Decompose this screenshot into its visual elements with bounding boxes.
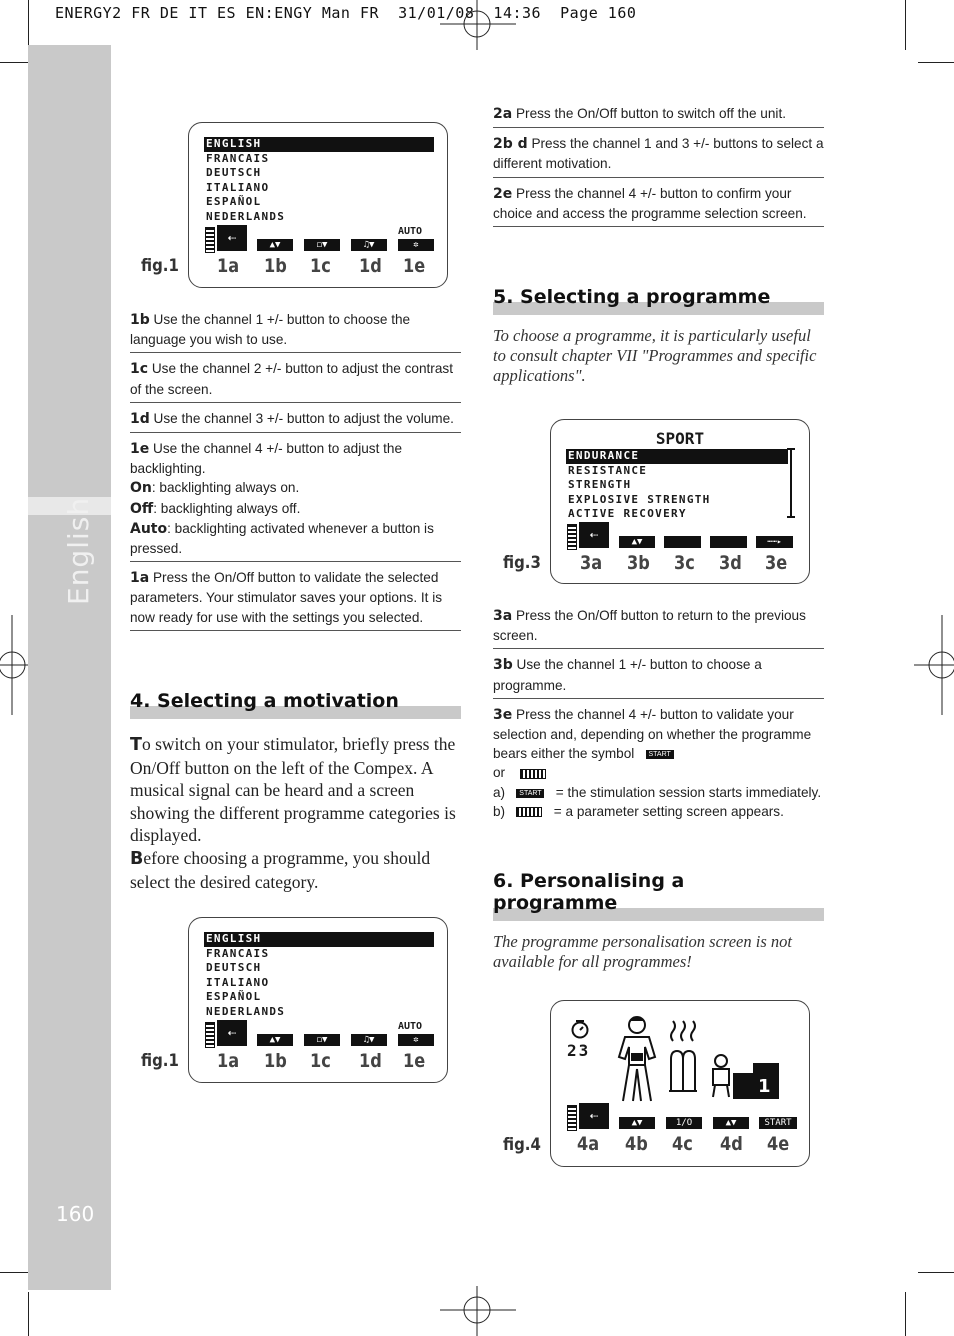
- right-items: [493, 104, 824, 227]
- lcd-screen-fig1: [188, 122, 448, 288]
- category-title: SPORT: [655, 429, 705, 448]
- up-down-icon: ▲▼: [257, 239, 293, 251]
- section-5-title: 5. Selecting a programme: [493, 286, 771, 308]
- menu-item-selected[interactable]: ENGLISH: [204, 932, 434, 947]
- contrast-icon: ◻▼: [304, 1034, 340, 1046]
- key-label: 1e: [403, 1050, 426, 1072]
- menu-item[interactable]: RESISTANCE: [568, 463, 648, 477]
- crop-mark: [0, 1272, 28, 1273]
- crop-mark: [28, 0, 29, 45]
- up-down-icon: ▲▼: [619, 536, 655, 548]
- key-label: 4c: [672, 1133, 693, 1155]
- scrollbar-cap: [787, 516, 795, 518]
- key-label: 1b: [264, 1050, 287, 1072]
- registration-mark-right: [914, 615, 954, 715]
- item-2e: 2e Press the channel 4 +/- button to confirm your choice and access the programme selection screen.: [493, 178, 824, 227]
- back-arrow-icon: ⇠: [579, 522, 609, 548]
- up-down-icon: ▲▼: [257, 1034, 293, 1046]
- crop-mark: [905, 1292, 906, 1336]
- blank-key-icon: [664, 536, 701, 548]
- section-6-title: 6. Personalising a programme: [493, 870, 685, 914]
- contrast-icon: ◻▼: [304, 239, 340, 251]
- menu-item-selected[interactable]: ENDURANCE: [566, 449, 788, 464]
- item-2a: 2a Press the On/Off button to switch off the unit.: [493, 104, 824, 128]
- fig1-label: fig.1: [141, 256, 179, 276]
- lcd-screen-fig4: [550, 1000, 810, 1167]
- item-1c: 1c Use the channel 2 +/- button to adjust the contrast of the screen.: [130, 353, 461, 402]
- language-menu: [204, 932, 434, 1019]
- fig3-label: fig.3: [503, 553, 541, 573]
- dotted-arrow-icon: [520, 769, 546, 779]
- sidebar-band: [28, 45, 111, 1290]
- key-label: 1c: [310, 1050, 331, 1072]
- back-arrow-icon: ⇠: [217, 225, 247, 251]
- section-6-intro: The programme personalisation screen is not available for all programmes!: [493, 932, 792, 971]
- key-label: 3a: [580, 552, 603, 574]
- item-1d: 1d Use the channel 3 +/- button to adjust the volume.: [130, 403, 461, 433]
- key-label: 1e: [403, 255, 426, 277]
- key-label: 1b: [264, 255, 287, 277]
- key-label: 1a: [217, 255, 240, 277]
- menu-item[interactable]: DEUTSCH: [206, 166, 262, 179]
- crop-mark: [28, 1292, 29, 1336]
- menu-item[interactable]: NEDERLANDS: [206, 1004, 286, 1018]
- back-arrow-icon: ⇠: [217, 1020, 247, 1046]
- menu-item-selected[interactable]: ENGLISH: [204, 137, 434, 152]
- key-label: 3e: [765, 552, 788, 574]
- item-1a: 1a Press the On/Off button to validate the selected parameters. Your stimulator saves your options. It is now ready for use with the settings you selected.: [130, 562, 461, 631]
- key-label: 1d: [359, 1050, 382, 1072]
- backlight-icon: ✲: [398, 1034, 434, 1046]
- item-1e: 1e Use the channel 4 +/- button to adjust the backlighting. On: backlighting always on. Off: backlighting always off. Auto: backlighting activated whenever a button is pressed.: [130, 433, 461, 562]
- stopwatch-icon: [569, 1019, 591, 1039]
- level-value: 1: [758, 1076, 771, 1097]
- key-label: 1c: [310, 255, 331, 277]
- key-label: 3c: [674, 552, 695, 574]
- page-number: 160: [56, 1202, 95, 1226]
- dotted-arrow-icon: ┅┅▸: [756, 536, 793, 548]
- item-1b: 1b Use the channel 1 +/- button to choose the language you wish to use.: [130, 310, 461, 353]
- registration-mark-bottom: [440, 1282, 516, 1336]
- menu-item[interactable]: STRENGTH: [568, 478, 632, 491]
- menu-item[interactable]: ESPAÑOL: [206, 990, 262, 1003]
- fig4-label: fig.4: [503, 1135, 541, 1155]
- key-label: 3d: [719, 552, 742, 574]
- key-label: 4d: [720, 1133, 743, 1155]
- battery-icon: [205, 1022, 215, 1048]
- crop-mark: [918, 62, 954, 63]
- item-2bd: 2b d Press the channel 1 and 3 +/- buttons to select a different motivation.: [493, 128, 824, 177]
- start-symbol-icon: START: [646, 750, 674, 759]
- auto-label: AUTO: [398, 1021, 423, 1032]
- menu-item[interactable]: DEUTSCH: [206, 961, 262, 974]
- menu-item[interactable]: EXPLOSIVE STRENGTH: [568, 492, 711, 506]
- battery-icon: [205, 227, 215, 253]
- sidebar-language-label: English: [62, 496, 95, 605]
- fig1-label-2: fig.1: [141, 1051, 179, 1071]
- blank-key-icon: [710, 536, 747, 548]
- language-menu: [204, 137, 434, 224]
- up-down-icon: ▲▼: [713, 1117, 749, 1129]
- crop-mark: [0, 62, 28, 63]
- section-5-intro: To choose a programme, it is particularly useful to consult chapter VII "Programmes and specific applications".: [493, 326, 817, 385]
- start-symbol-icon: START: [516, 789, 544, 798]
- key-label: 4a: [577, 1133, 600, 1155]
- item-3e: 3e Press the channel 4 +/- button to validate your selection and, depending on whether the programme bears either the symbol START or a) START = the stimulation session starts immediately. b) = a parameter setting screen appears.: [493, 706, 822, 819]
- crop-mark: [918, 1272, 954, 1273]
- volume-icon: ♫▼: [351, 1034, 387, 1046]
- key-label: 4b: [625, 1133, 648, 1155]
- crop-mark: [905, 0, 906, 50]
- programme-items: [493, 606, 824, 824]
- item-3a: 3a Press the On/Off button to return to the previous screen.: [493, 606, 824, 649]
- dotted-arrow-icon: [516, 807, 542, 817]
- programme-menu: [566, 449, 788, 522]
- menu-item[interactable]: ESPAÑOL: [206, 195, 262, 208]
- left-items: [130, 310, 461, 631]
- auto-label: AUTO: [398, 226, 423, 237]
- back-arrow-icon: ⇠: [579, 1103, 609, 1129]
- menu-item[interactable]: FRANCAIS: [206, 151, 270, 165]
- key-label: 4e: [767, 1133, 790, 1155]
- section-4-title: 4. Selecting a motivation: [130, 690, 399, 712]
- scrollbar-cap: [787, 448, 795, 450]
- registration-mark-top: [440, 0, 516, 56]
- volume-icon: ♫▼: [351, 239, 387, 251]
- menu-item[interactable]: ACTIVE RECOVERY: [568, 507, 687, 520]
- on-off-key: 1/O: [666, 1117, 702, 1129]
- key-label: 1d: [359, 255, 382, 277]
- battery-icon: [567, 1105, 577, 1131]
- up-down-icon: ▲▼: [619, 1117, 655, 1129]
- timer-value: 23: [567, 1041, 591, 1060]
- item-3b: 3b Use the channel 1 +/- button to choose a programme.: [493, 649, 824, 698]
- start-key: START: [759, 1117, 797, 1129]
- scrollbar[interactable]: [790, 448, 792, 518]
- menu-item[interactable]: FRANCAIS: [206, 946, 270, 960]
- key-label: 3b: [627, 552, 650, 574]
- heat-radiator-icon: [667, 1019, 701, 1099]
- menu-item[interactable]: NEDERLANDS: [206, 209, 286, 223]
- lcd-screen-fig1-repeat: [188, 917, 448, 1083]
- section-4-body: To switch on your stimulator, briefly press the On/Off button on the left of the Compex. A musical signal can be heard and a screen showing the different programme categories is displayed. Before choosing a programme, you should select the desired category.: [130, 734, 456, 892]
- backlight-icon: ✲: [398, 239, 434, 251]
- page-header: ENERGY2 FR DE IT ES EN:ENGY Man FR 31/01/08 14:36 Page 160: [55, 4, 637, 22]
- menu-item[interactable]: ITALIANO: [206, 180, 270, 194]
- menu-item[interactable]: ITALIANO: [206, 975, 270, 989]
- key-label: 1a: [217, 1050, 240, 1072]
- lcd-screen-fig3: [550, 419, 810, 584]
- battery-icon: [567, 524, 577, 550]
